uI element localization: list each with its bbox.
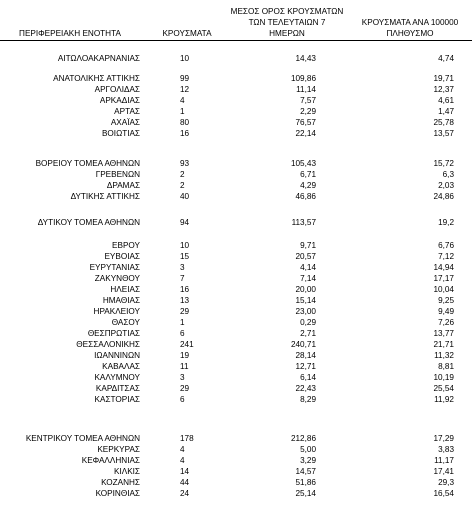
per100k-value: 7,12: [438, 252, 454, 261]
table-row: [0, 361, 472, 372]
cases-value: 4: [180, 96, 185, 105]
cases-value: 178: [180, 434, 194, 443]
table-row: [0, 466, 472, 477]
region-name: ΗΡΑΚΛΕΙΟΥ: [93, 307, 140, 316]
avg7-value: 2,71: [300, 329, 316, 338]
table-row: [0, 53, 472, 64]
avg7-value: 240,71: [290, 340, 316, 349]
avg7-value: 3,29: [300, 456, 316, 465]
region-name: ΚΑΣΤΟΡΙΑΣ: [94, 395, 140, 404]
region-name: ΚΟΖΑΝΗΣ: [101, 478, 140, 487]
table-row: [0, 84, 472, 95]
table-row: [0, 306, 472, 317]
cases-value: 6: [180, 395, 185, 404]
table-row: [0, 180, 472, 191]
avg7-value: 212,86: [290, 434, 316, 443]
cases-value: 29: [180, 307, 190, 316]
per100k-value: 8,81: [438, 362, 454, 371]
per100k-value: 15,72: [433, 159, 454, 168]
table-row: [0, 295, 472, 306]
per100k-value: 2,03: [438, 181, 454, 190]
avg7-value: 7,14: [300, 274, 316, 283]
region-name: ΚΟΡΙΝΘΙΑΣ: [95, 489, 140, 498]
avg7-value: 14,43: [295, 54, 316, 63]
avg7-value: 76,57: [295, 118, 316, 127]
table-row: [0, 117, 472, 128]
avg7-value: 22,14: [295, 129, 316, 138]
cases-value: 3: [180, 373, 185, 382]
header-rule: [0, 40, 472, 41]
cases-value: 40: [180, 192, 190, 201]
cases-value: 14: [180, 467, 190, 476]
cases-value: 16: [180, 129, 190, 138]
cases-value: 16: [180, 285, 190, 294]
per100k-value: 11,32: [434, 351, 454, 360]
avg7-value: 8,29: [300, 395, 316, 404]
table-row: [0, 73, 472, 84]
header-per100k-line2: ΠΛΗΘΥΣΜΟ: [386, 29, 434, 38]
region-name: ΓΡΕΒΕΝΩΝ: [95, 170, 140, 179]
table-row: [0, 433, 472, 444]
region-name: ΑΡΤΑΣ: [114, 107, 140, 116]
header-per100k-line1: ΚΡΟΥΣΜΑΤΑ ΑΝΑ 100000: [361, 18, 459, 27]
cases-value: 93: [180, 159, 190, 168]
avg7-value: 4,29: [300, 181, 316, 190]
per100k-value: 10,19: [433, 373, 454, 382]
avg7-value: 14,57: [295, 467, 316, 476]
per100k-value: 17,41: [433, 467, 454, 476]
region-name: ΕΥΡΥΤΑΝΙΑΣ: [89, 263, 140, 272]
table-row: [0, 251, 472, 262]
cases-value: 94: [180, 218, 190, 227]
per100k-value: 17,17: [433, 274, 454, 283]
per100k-value: 14,94: [433, 263, 454, 272]
per100k-value: 13,57: [433, 129, 454, 138]
region-name: ΔΡΑΜΑΣ: [106, 181, 140, 190]
region-name: ΚΑΡΔΙΤΣΑΣ: [95, 384, 140, 393]
per100k-value: 13,77: [433, 329, 454, 338]
table-row: [0, 262, 472, 273]
table-row: [0, 273, 472, 284]
table-row: [0, 317, 472, 328]
region-name: ΘΕΣΣΑΛΟΝΙΚΗΣ: [76, 340, 140, 349]
per100k-value: 29,3: [438, 478, 454, 487]
per100k-value: 24,86: [433, 192, 454, 201]
avg7-value: 2,29: [300, 107, 316, 116]
cases-value: 1: [180, 318, 185, 327]
region-name: ΙΩΑΝΝΙΝΩΝ: [94, 351, 140, 360]
region-name: ΚΕΡΚΥΡΑΣ: [97, 445, 140, 454]
cases-value: 2: [180, 181, 185, 190]
per100k-value: 4,61: [438, 96, 454, 105]
header-avg-line1: ΜΕΣΟΣ ΟΡΟΣ ΚΡΟΥΣΜΑΤΩΝ: [230, 7, 344, 16]
per100k-value: 6,3: [442, 170, 454, 179]
per100k-value: 11,92: [434, 395, 454, 404]
per100k-value: 12,37: [433, 85, 454, 94]
region-name: ΑΧΑΪΑΣ: [110, 118, 140, 127]
region-name: ΑΙΤΩΛΟΑΚΑΡΝΑΝΙΑΣ: [57, 54, 140, 63]
avg7-value: 9,71: [300, 241, 316, 250]
avg7-value: 22,43: [295, 384, 316, 393]
region-name: ΑΡΓΟΛΙΔΑΣ: [94, 85, 140, 94]
avg7-value: 0,29: [300, 318, 316, 327]
cases-value: 13: [180, 296, 190, 305]
cases-value: 3: [180, 263, 185, 272]
cases-value: 15: [180, 252, 190, 261]
table-row: [0, 328, 472, 339]
table-row: [0, 128, 472, 139]
region-name: ΔΥΤΙΚΟΥ ΤΟΜΕΑ ΑΘΗΝΩΝ: [37, 218, 140, 227]
header-avg-line2: ΤΩΝ ΤΕΛΕΥΤΑΙΩΝ 7: [248, 18, 326, 27]
per100k-value: 9,25: [438, 296, 454, 305]
region-name: ΚΑΛΥΜΝΟΥ: [94, 373, 140, 382]
table-row: [0, 191, 472, 202]
cases-value: 4: [180, 456, 185, 465]
region-name: ΑΡΚΑΔΙΑΣ: [99, 96, 140, 105]
cases-value: 29: [180, 384, 190, 393]
avg7-value: 5,00: [300, 445, 316, 454]
table-row: [0, 217, 472, 228]
avg7-value: 20,00: [295, 285, 316, 294]
cases-value: 4: [180, 445, 185, 454]
per100k-value: 1,47: [438, 107, 454, 116]
avg7-value: 6,14: [300, 373, 316, 382]
per100k-value: 11,17: [434, 456, 454, 465]
region-name: ΚΑΒΑΛΑΣ: [102, 362, 140, 371]
table-row: [0, 158, 472, 169]
table-row: [0, 106, 472, 117]
region-name: ΚΕΝΤΡΙΚΟΥ ΤΟΜΕΑ ΑΘΗΝΩΝ: [25, 434, 140, 443]
region-name: ΗΛΕΙΑΣ: [110, 285, 140, 294]
avg7-value: 28,14: [295, 351, 316, 360]
avg7-value: 12,71: [295, 362, 316, 371]
region-name: ΘΕΣΠΡΩΤΙΑΣ: [87, 329, 140, 338]
cases-value: 7: [180, 274, 185, 283]
region-name: ΗΜΑΘΙΑΣ: [102, 296, 140, 305]
per100k-value: 7,26: [438, 318, 454, 327]
cases-value: 241: [180, 340, 194, 349]
table-row: [0, 284, 472, 295]
avg7-value: 51,86: [295, 478, 316, 487]
region-name: ΕΒΡΟΥ: [112, 241, 140, 250]
table-row: [0, 444, 472, 455]
table-row: [0, 169, 472, 180]
per100k-value: 19,71: [433, 74, 454, 83]
cases-value: 80: [180, 118, 190, 127]
per100k-value: 3,83: [438, 445, 454, 454]
cases-value: 10: [180, 54, 190, 63]
region-name: ΚΙΛΚΙΣ: [113, 467, 140, 476]
avg7-value: 113,57: [291, 218, 316, 227]
per100k-value: 4,74: [438, 54, 454, 63]
table-row: [0, 350, 472, 361]
region-name: ΒΟΡΕΙΟΥ ΤΟΜΕΑ ΑΘΗΝΩΝ: [35, 159, 140, 168]
avg7-value: 20,57: [295, 252, 316, 261]
cases-value: 11: [180, 362, 189, 371]
per100k-value: 6,76: [438, 241, 454, 250]
avg7-value: 105,43: [290, 159, 316, 168]
table-row: [0, 372, 472, 383]
table-row: [0, 383, 472, 394]
avg7-value: 23,00: [295, 307, 316, 316]
per100k-value: 16,54: [433, 489, 454, 498]
cases-value: 44: [180, 478, 190, 487]
cases-value: 10: [180, 241, 190, 250]
avg7-value: 15,14: [295, 296, 316, 305]
table-row: [0, 455, 472, 466]
cases-value: 12: [180, 85, 190, 94]
per100k-value: 21,71: [433, 340, 454, 349]
avg7-value: 109,86: [290, 74, 316, 83]
table-row: [0, 240, 472, 251]
table-row: [0, 394, 472, 405]
table-row: [0, 95, 472, 106]
cases-value: 19: [180, 351, 190, 360]
per100k-value: 25,54: [433, 384, 454, 393]
region-name: ΒΟΙΩΤΙΑΣ: [101, 129, 140, 138]
cases-value: 24: [180, 489, 190, 498]
region-name: ΔΥΤΙΚΗΣ ΑΤΤΙΚΗΣ: [70, 192, 140, 201]
cases-value: 6: [180, 329, 185, 338]
cases-value: 1: [180, 107, 185, 116]
per100k-value: 25,78: [433, 118, 454, 127]
avg7-value: 7,57: [300, 96, 316, 105]
header-avg-line3: ΗΜΕΡΩΝ: [269, 29, 305, 38]
table-row: [0, 339, 472, 350]
cases-value: 2: [180, 170, 185, 179]
avg7-value: 46,86: [295, 192, 316, 201]
per100k-value: 19,2: [438, 218, 454, 227]
per100k-value: 10,04: [433, 285, 454, 294]
region-name: ΖΑΚΥΝΘΟΥ: [94, 274, 140, 283]
region-name: ΑΝΑΤΟΛΙΚΗΣ ΑΤΤΙΚΗΣ: [53, 74, 140, 83]
header-cases: ΚΡΟΥΣΜΑΤΑ: [162, 29, 212, 38]
avg7-value: 11,14: [296, 85, 316, 94]
avg7-value: 25,14: [295, 489, 316, 498]
per100k-value: 9,49: [438, 307, 454, 316]
avg7-value: 4,14: [300, 263, 316, 272]
table-row: [0, 488, 472, 499]
region-name: ΚΕΦΑΛΛΗΝΙΑΣ: [81, 456, 140, 465]
avg7-value: 6,71: [300, 170, 316, 179]
region-name: ΘΑΣΟΥ: [111, 318, 140, 327]
per100k-value: 17,29: [433, 434, 454, 443]
region-name: ΕΥΒΟΙΑΣ: [104, 252, 140, 261]
table-row: [0, 477, 472, 488]
cases-value: 99: [180, 74, 190, 83]
header-region: ΠΕΡΙΦΕΡΕΙΑΚΗ ΕΝΟΤΗΤΑ: [19, 29, 121, 38]
